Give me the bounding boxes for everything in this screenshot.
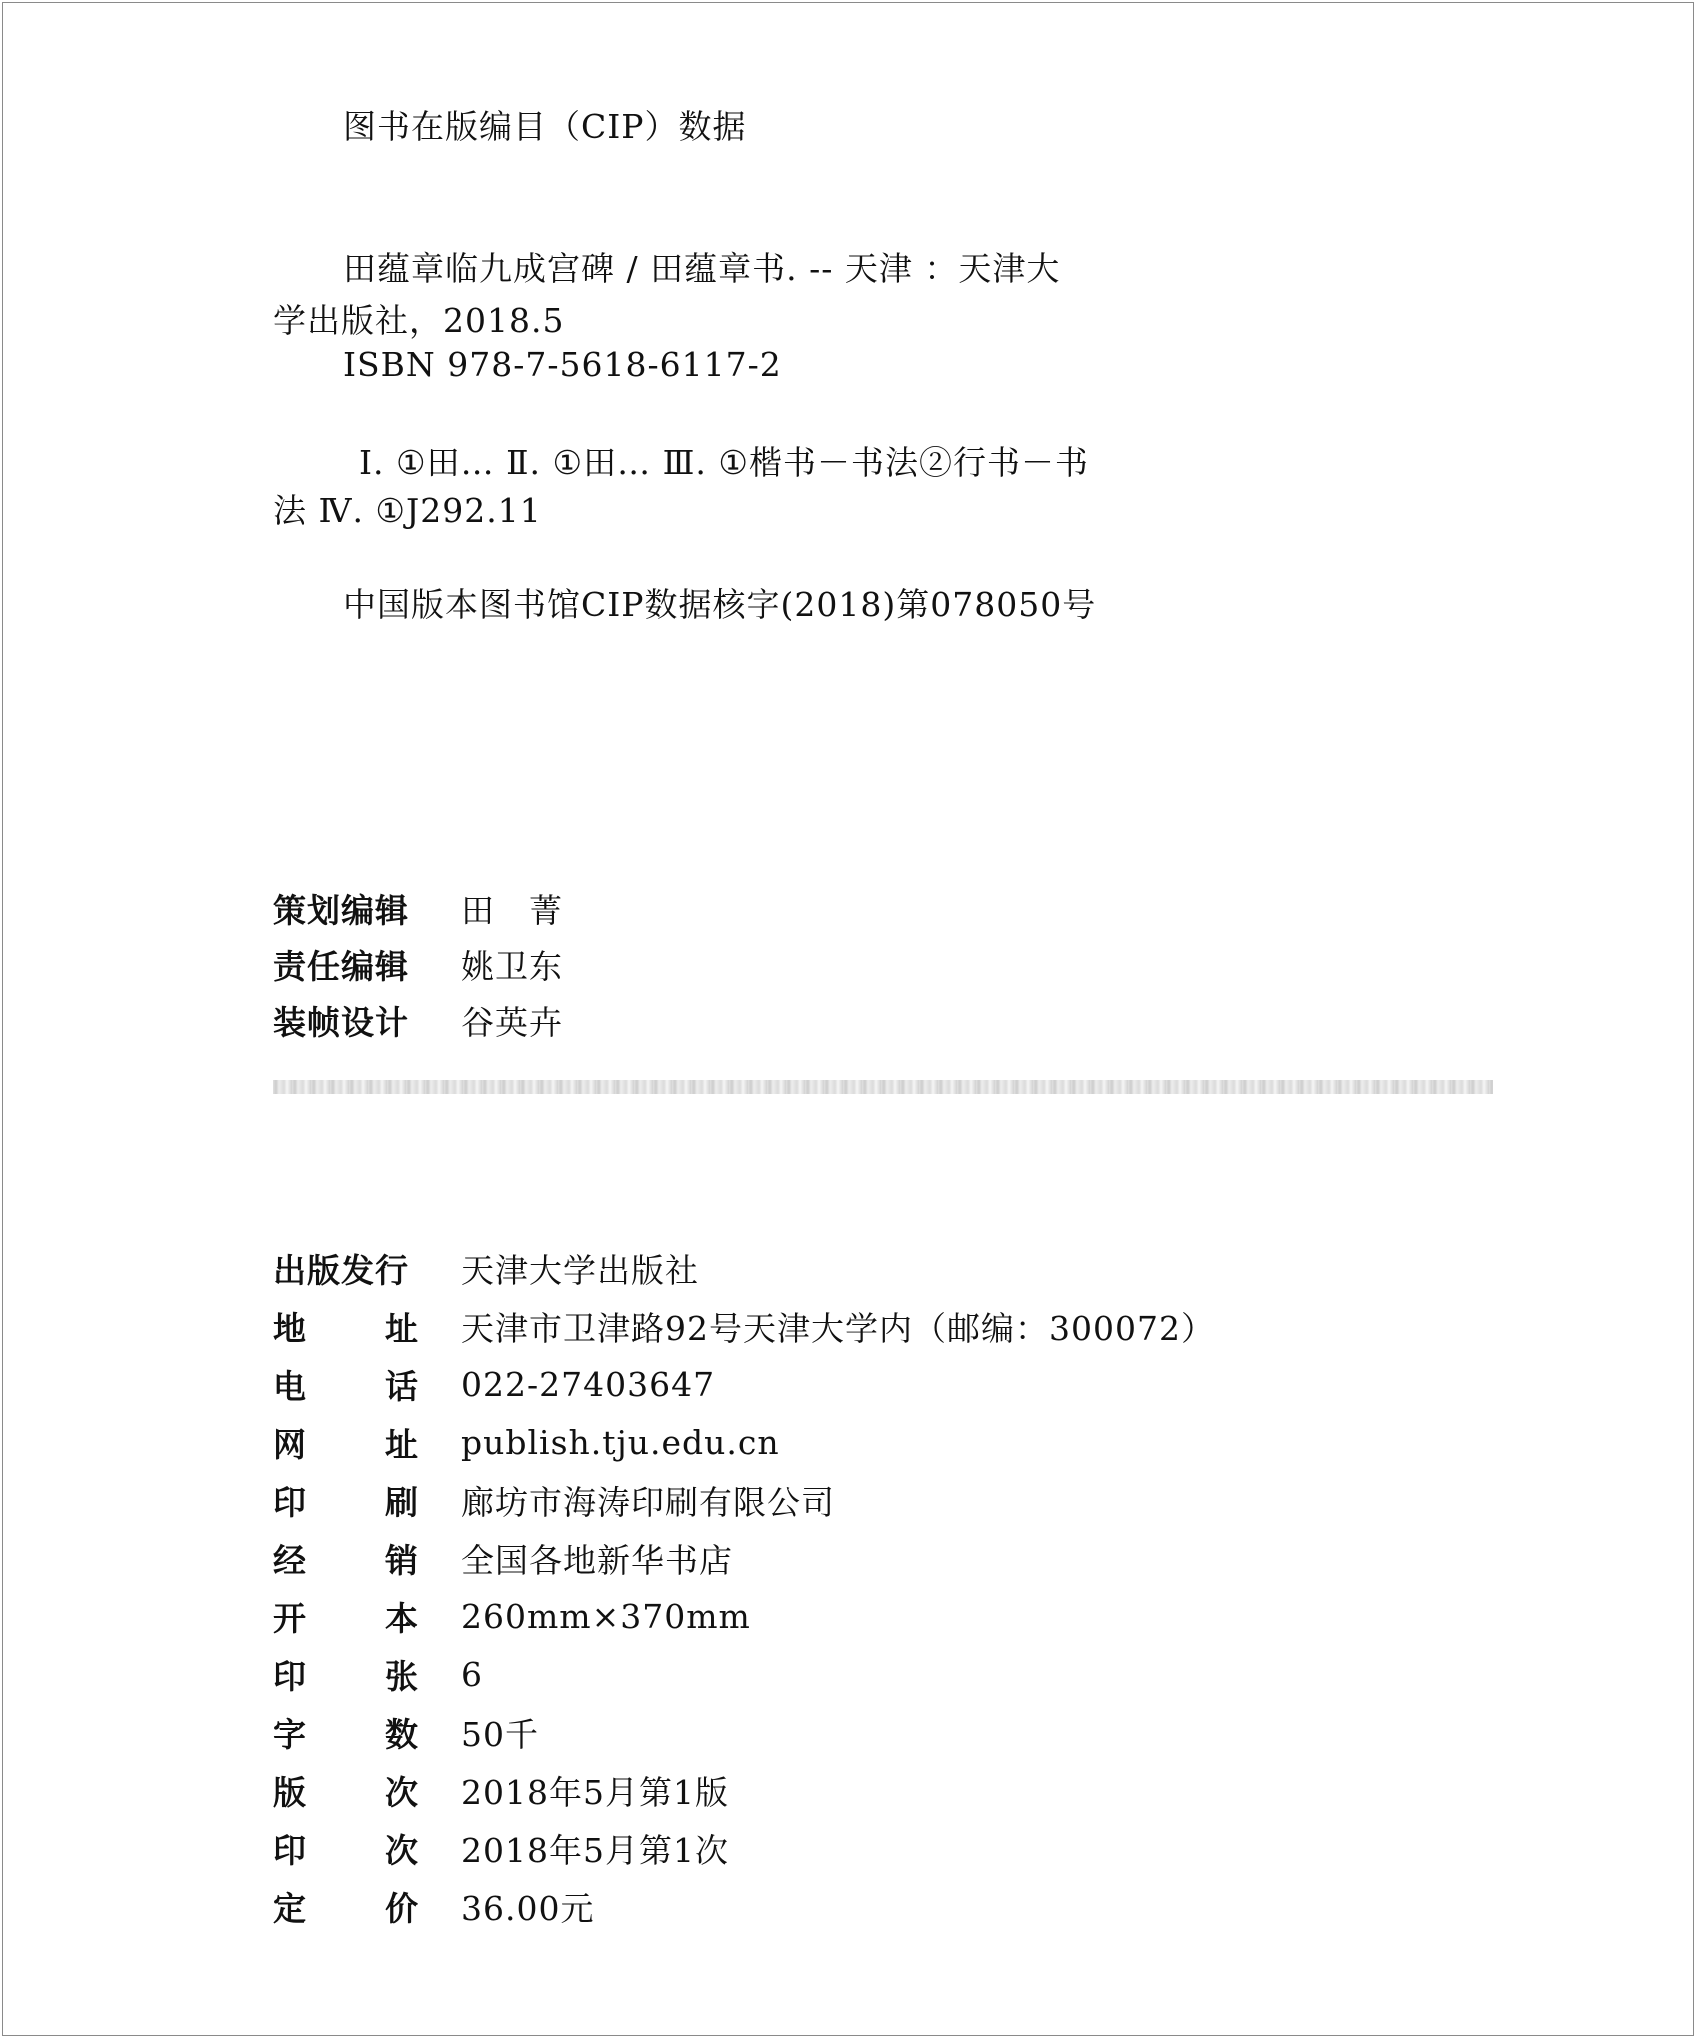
cip-classification-line-1: Ⅰ. ①田… Ⅱ. ①田… Ⅲ. ①楷书－书法②行书－书 xyxy=(359,443,1089,482)
imprint-row-printer xyxy=(273,1471,1215,1529)
cip-isbn: ISBN 978-7-5618-6117-2 xyxy=(343,345,782,384)
imprint-label-char: 电 xyxy=(273,1366,307,1406)
imprint-label-char: 销 xyxy=(385,1540,419,1580)
imprint-label-char: 字 xyxy=(273,1714,307,1754)
imprint-label xyxy=(273,1422,419,1462)
imprint-label-char: 次 xyxy=(385,1830,419,1870)
imprint-row-publisher xyxy=(273,1239,1215,1297)
imprint-value: 022-27403647 xyxy=(461,1364,716,1404)
cip-title: 图书在版编目（CIP）数据 xyxy=(343,107,747,146)
imprint-label xyxy=(273,1364,419,1404)
imprint-row-website xyxy=(273,1413,1215,1471)
imprint-row-sheets xyxy=(273,1645,1215,1703)
imprint-label xyxy=(273,1654,419,1694)
imprint-value: 6 xyxy=(461,1654,483,1694)
imprint-label-char: 数 xyxy=(385,1714,419,1754)
imprint-label-char: 定 xyxy=(273,1888,307,1928)
credits-block xyxy=(273,880,563,1048)
cip-classification-line-2: 法 Ⅳ. ①J292.11 xyxy=(273,491,542,530)
imprint-label xyxy=(273,1306,419,1346)
imprint-row-address xyxy=(273,1297,1215,1355)
credit-label: 责任编辑 xyxy=(273,946,409,986)
copyright-page xyxy=(2,2,1694,2036)
imprint-label-char: 经 xyxy=(273,1540,307,1580)
imprint-value: 2018年5月第1版 xyxy=(461,1772,729,1812)
imprint-row-format xyxy=(273,1587,1215,1645)
imprint-label xyxy=(273,1886,419,1926)
imprint-value: publish.tju.edu.cn xyxy=(461,1422,780,1462)
imprint-row-phone xyxy=(273,1355,1215,1413)
imprint-block xyxy=(273,1239,1215,1935)
imprint-label-char: 印 xyxy=(273,1830,307,1870)
credit-label: 策划编辑 xyxy=(273,890,409,930)
imprint-value: 天津市卫津路92号天津大学内（邮编：300072） xyxy=(461,1308,1215,1348)
credit-value: 姚卫东 xyxy=(461,946,563,986)
credit-row-planning-editor xyxy=(273,880,563,936)
imprint-value: 260mm×370mm xyxy=(461,1596,751,1636)
imprint-value: 廊坊市海涛印刷有限公司 xyxy=(461,1482,835,1522)
imprint-label xyxy=(273,1538,419,1578)
imprint-value: 全国各地新华书店 xyxy=(461,1540,733,1580)
imprint-value: 2018年5月第1次 xyxy=(461,1830,729,1870)
cip-verification: 中国版本图书馆CIP数据核字(2018)第078050号 xyxy=(343,585,1097,624)
imprint-label-char: 网 xyxy=(273,1424,307,1464)
imprint-row-price xyxy=(273,1877,1215,1935)
imprint-label-char: 价 xyxy=(385,1888,419,1928)
credit-row-cover-design xyxy=(273,992,563,1048)
imprint-row-printing xyxy=(273,1819,1215,1877)
credit-value: 田 菁 xyxy=(461,890,563,930)
imprint-value: 36.00元 xyxy=(461,1888,595,1928)
scan-artifact-divider xyxy=(273,1080,1493,1094)
imprint-label-char: 址 xyxy=(385,1308,419,1348)
imprint-row-edition xyxy=(273,1761,1215,1819)
cip-entry-line-2: 学出版社，2018.5 xyxy=(273,301,565,340)
imprint-value: 天津大学出版社 xyxy=(461,1250,699,1290)
cip-entry-line-1: 田蕴章临九成宫碑 / 田蕴章书. -- 天津 ：天津大 xyxy=(343,249,1061,288)
imprint-label xyxy=(273,1712,419,1752)
imprint-label xyxy=(273,1596,419,1636)
imprint-label-char: 地 xyxy=(273,1308,307,1348)
imprint-label-char: 址 xyxy=(385,1424,419,1464)
credit-label: 装帧设计 xyxy=(273,1002,409,1042)
imprint-value: 50千 xyxy=(461,1714,539,1754)
imprint-label-char: 印 xyxy=(273,1656,307,1696)
credit-row-responsible-editor xyxy=(273,936,563,992)
imprint-label xyxy=(273,1828,419,1868)
imprint-label: 出版发行 xyxy=(273,1250,409,1290)
imprint-label-char: 话 xyxy=(385,1366,419,1406)
credit-value: 谷英卉 xyxy=(461,1002,563,1042)
imprint-label-char: 刷 xyxy=(385,1482,419,1522)
imprint-label-char: 印 xyxy=(273,1482,307,1522)
imprint-label-char: 本 xyxy=(385,1598,419,1638)
imprint-label-char: 开 xyxy=(273,1598,307,1638)
imprint-label-char: 张 xyxy=(385,1656,419,1696)
imprint-label xyxy=(273,1480,419,1520)
imprint-label xyxy=(273,1770,419,1810)
imprint-label-char: 次 xyxy=(385,1772,419,1812)
imprint-row-distributor xyxy=(273,1529,1215,1587)
imprint-row-word-count xyxy=(273,1703,1215,1761)
imprint-label-char: 版 xyxy=(273,1772,307,1812)
